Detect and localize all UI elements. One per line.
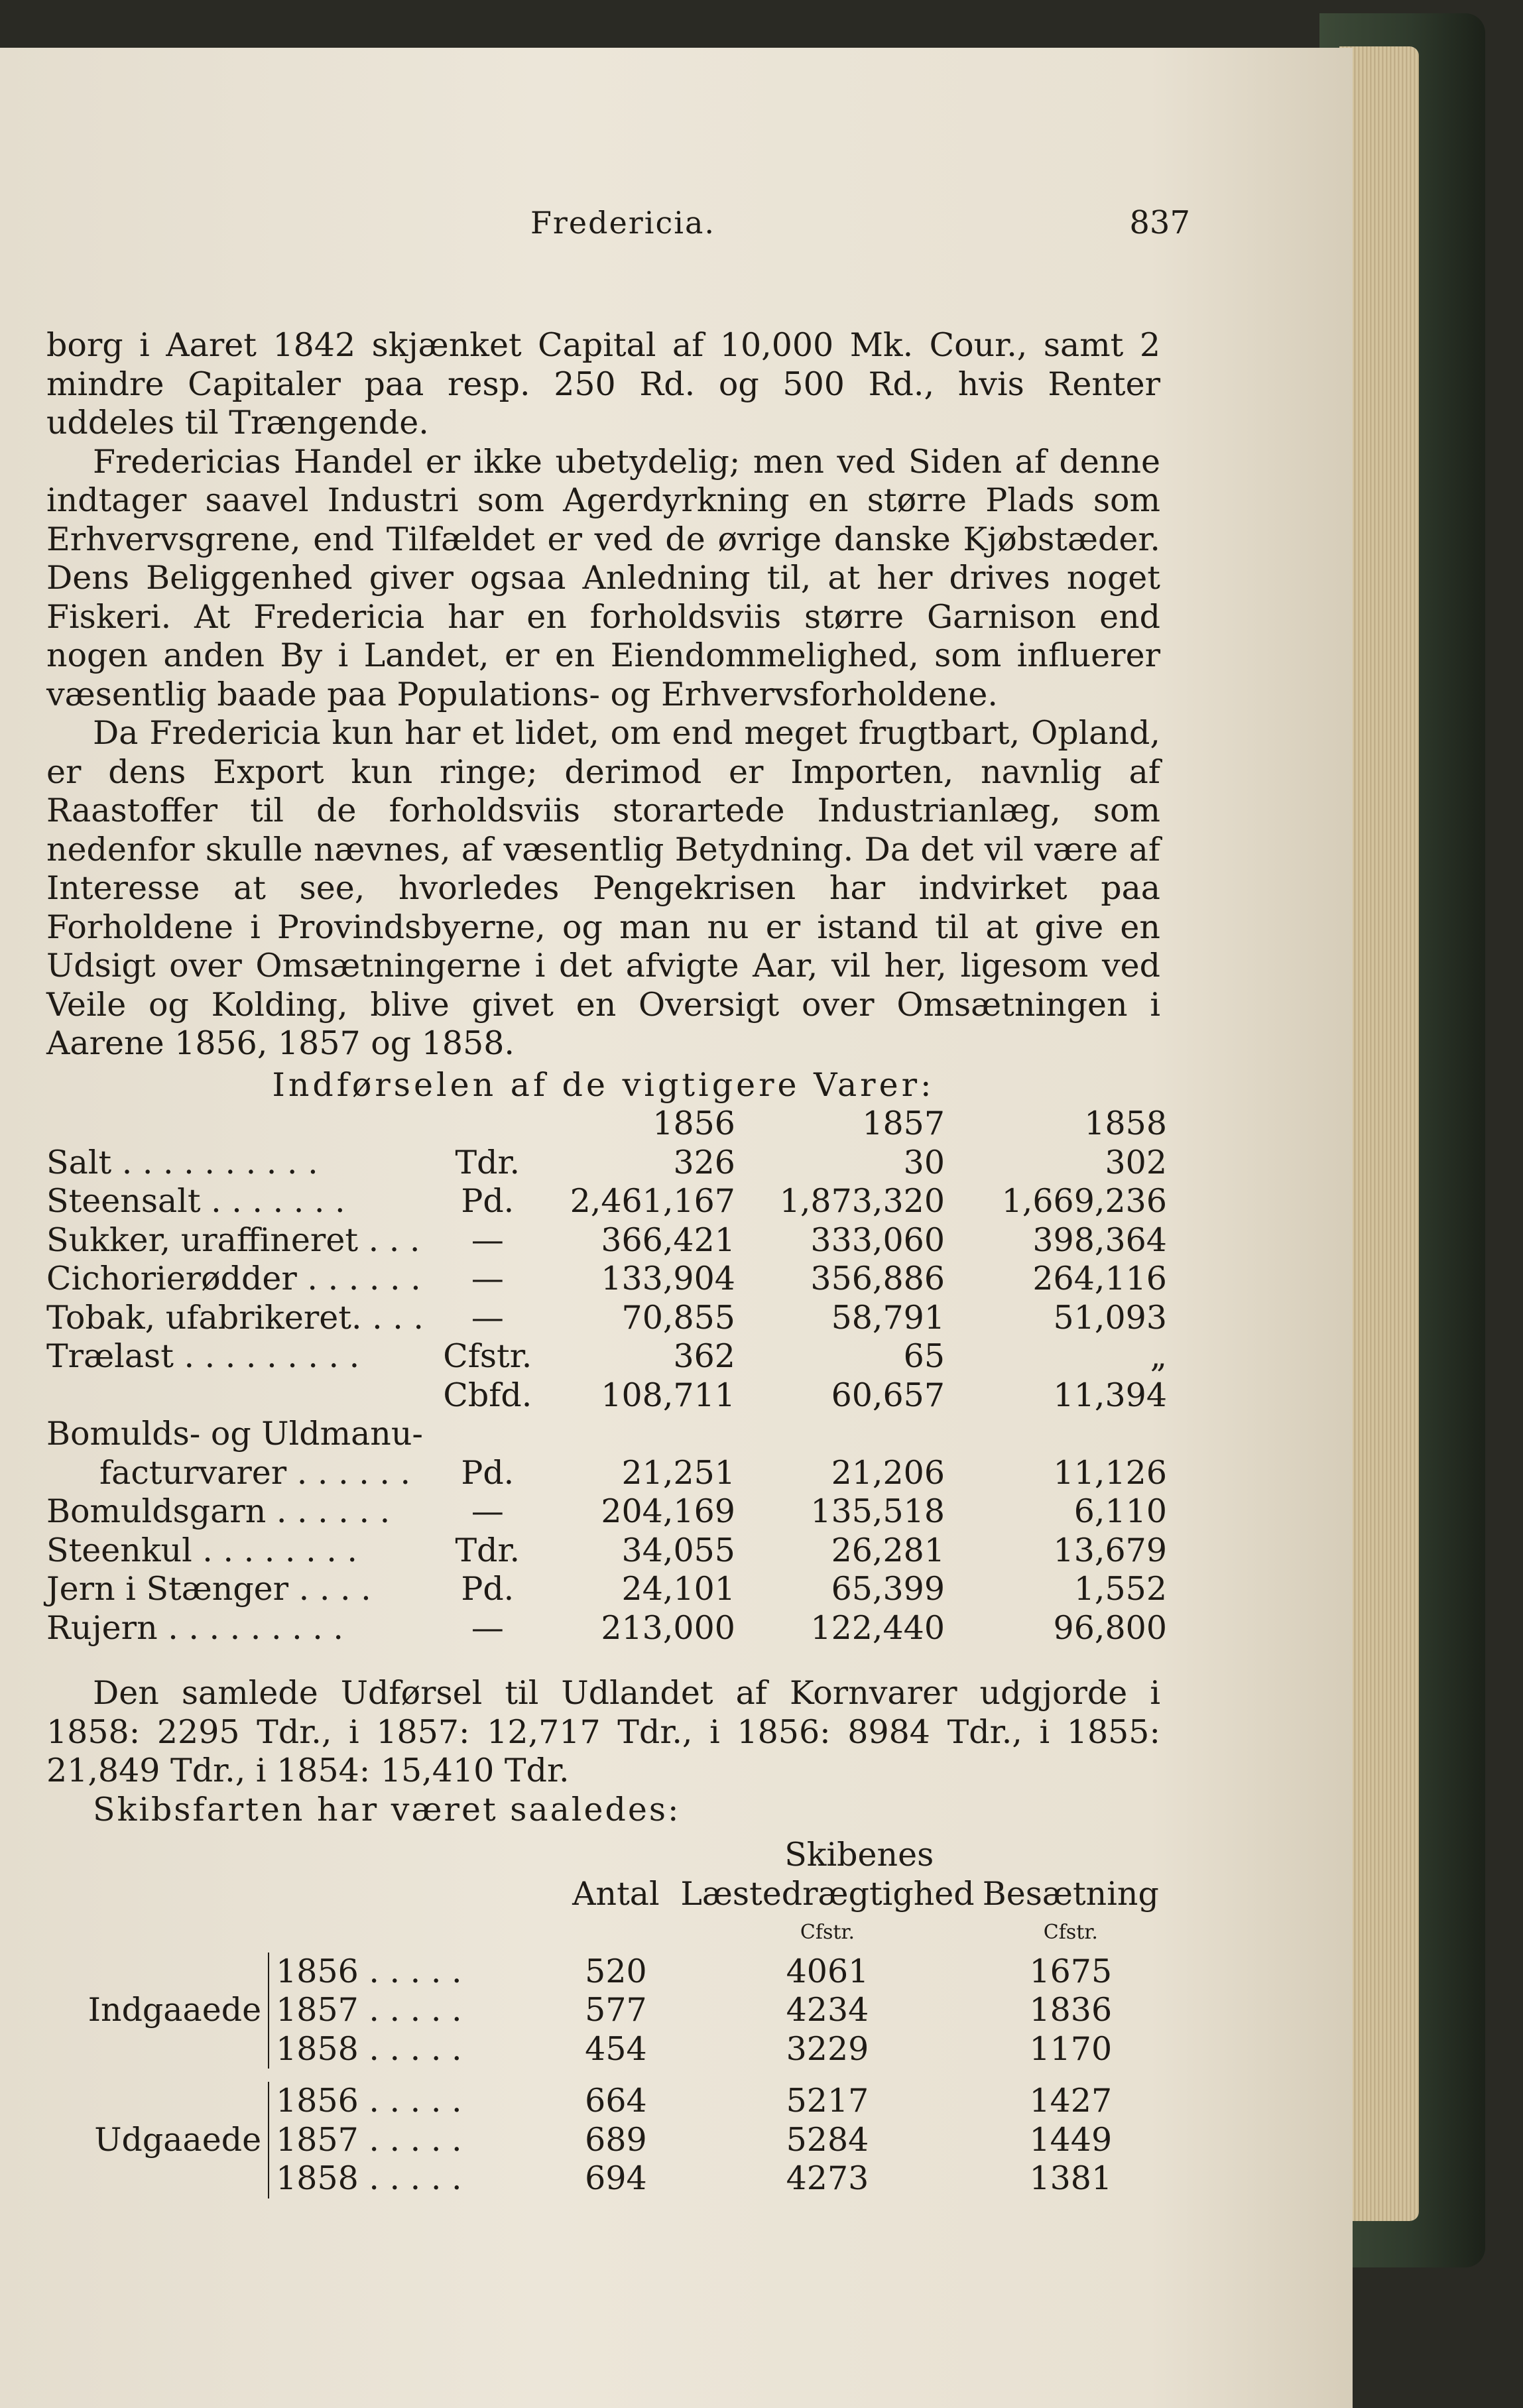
shipping-antal: 577 <box>585 1991 647 2029</box>
import-1856: 70,855 <box>621 1298 735 1337</box>
paragraph-1: borg i Aaret 1842 skjænket Capital af 10,000 Mk. Cour., samt 2 mindre Capitaler paa resp. 250 Rd. og 500 Rd., hvis Renter uddeles til Trængende. <box>46 326 1160 442</box>
import-unit <box>443 1415 532 1454</box>
shipping-group-label: Indgaaede <box>88 1991 262 2029</box>
import-1857: 1,873,320 <box>779 1182 945 1220</box>
shipping-group-header: Skibenes <box>784 1836 934 1874</box>
year-col-1856: 1856 <box>652 1105 735 1142</box>
import-1856 <box>532 1415 735 1454</box>
import-unit: — <box>471 1260 504 1297</box>
import-row <box>46 1260 1167 1299</box>
shipping-besaet: 1427 <box>1029 2082 1113 2120</box>
shipping-year: 1857 . . . . . <box>269 2121 551 2160</box>
import-item: Salt . . . . . . . . . . <box>46 1143 318 1181</box>
import-1857: 135,518 <box>810 1492 945 1530</box>
shipping-spacer <box>46 2069 1167 2082</box>
import-table-body <box>46 1144 1167 1648</box>
import-1856: 108,711 <box>601 1376 735 1414</box>
shipping-row <box>46 2159 1167 2198</box>
import-row <box>46 1415 1167 1454</box>
col-besaetning: Besætning <box>982 1874 1159 1913</box>
shipping-row <box>46 2121 1167 2160</box>
import-unit: — <box>471 1492 504 1530</box>
shipping-row <box>46 2082 1167 2121</box>
import-1858: 13,679 <box>1053 1531 1167 1569</box>
import-item: facturvarer . . . . . . <box>99 1453 411 1492</box>
shipping-row <box>46 1991 1167 2030</box>
import-1856: 362 <box>673 1337 735 1375</box>
page-number: 837 <box>1129 204 1190 241</box>
shipping-group-label <box>46 2159 269 2198</box>
import-1856: 34,055 <box>621 1531 735 1569</box>
import-item: Rujern . . . . . . . . . <box>46 1608 343 1647</box>
import-row <box>46 1144 1167 1183</box>
import-item: Jern i Stænger . . . . <box>46 1570 371 1608</box>
import-row <box>46 1221 1167 1260</box>
shipping-group-label <box>46 2030 269 2069</box>
import-1858: 51,093 <box>1053 1298 1167 1337</box>
import-row <box>46 1376 1167 1415</box>
shipping-laest: 3229 <box>786 2029 869 2068</box>
import-1856: 21,251 <box>621 1453 735 1492</box>
shipping-year: 1857 . . . . . <box>269 1991 551 2030</box>
import-1856: 204,169 <box>601 1492 735 1530</box>
import-1858: 1,552 <box>1073 1570 1167 1608</box>
import-1858 <box>945 1415 1167 1454</box>
import-table <box>46 1105 1167 1648</box>
import-1857: 65,399 <box>831 1570 945 1608</box>
import-unit: Tdr. <box>455 1143 520 1181</box>
import-1858: 96,800 <box>1053 1608 1167 1647</box>
import-unit: — <box>471 1608 504 1647</box>
shipping-besaet: 1381 <box>1029 2159 1113 2197</box>
paragraph-2: Fredericias Handel er ikke ubetydelig; men ved Siden af denne indtager saavel Industri som Agerdyrkning en større Plads som Erhvervsgrene, end Tilfældet er ved de øvrige danske Kjøbstæder. Dens Beliggenhed giver ogsaa Anledning til, at her drives noget Fiskeri. At Fredericia har en forholdsviis større Garnison end nogen anden By i Landet, er en Eiendommelighed, som influerer væsentlig baade paa Populations- og Erhvervsforholdene. <box>46 442 1160 713</box>
import-item: Cichorierødder . . . . . . <box>46 1260 421 1297</box>
export-paragraph: Den samlede Udførsel til Udlandet af Kornvarer udgjorde i 1858: 2295 Tdr., i 1857: 12,717 Tdr., i 1856: 8984 Tdr., i 1855: 21,849 Tdr., i 1854: 15,410 Tdr. <box>46 1674 1160 1789</box>
paragraph-3: Da Fredericia kun har et lidet, om end meget frugtbart, Opland, er dens Export kun ringe; derimod er Importen, navnlig af Raastoffer til de forholdsviis storartede Industrianlæg, som nedenfor skulle nævnes, af væsentlig Betydning. Da det vil være af Interesse at see, hvorledes Pengekrisen har indvirket paa Forholdene i Provindsbyerne, og man nu er istand til at give en Udsigt over Omsætningerne i det afvigte Aar, vil her, ligesom ved Veile og Kolding, blive givet en Oversigt over Omsætningen i Aarene 1856, 1857 og 1858. <box>46 714 1160 1062</box>
import-1857: 65 <box>903 1337 945 1375</box>
import-item: Steensalt . . . . . . . <box>46 1182 345 1220</box>
import-1856: 366,421 <box>601 1221 735 1259</box>
import-1858: „ <box>1150 1337 1167 1375</box>
unit-laest: Cfstr. <box>800 1921 855 1944</box>
shipping-antal: 454 <box>585 2029 647 2068</box>
import-1858: 1,669,236 <box>1001 1182 1167 1220</box>
import-unit: — <box>471 1221 504 1259</box>
import-1857: 122,440 <box>810 1608 945 1647</box>
import-table-caption: Indførselen af de vigtigere Varer: <box>272 1065 935 1104</box>
shipping-year: 1858 . . . . . <box>269 2159 551 2198</box>
import-1856: 133,904 <box>601 1260 735 1297</box>
import-1857: 26,281 <box>831 1531 945 1569</box>
import-1856: 326 <box>673 1143 735 1181</box>
import-row <box>46 1299 1167 1338</box>
book-page <box>0 48 1353 2408</box>
import-1857: 21,206 <box>831 1453 945 1492</box>
import-item: Trælast . . . . . . . . . <box>46 1337 360 1375</box>
shipping-row <box>46 1953 1167 1992</box>
import-row <box>46 1609 1167 1648</box>
import-row <box>46 1454 1167 1493</box>
import-1856: 24,101 <box>621 1570 735 1608</box>
shipping-antal: 694 <box>585 2159 647 2197</box>
import-item: Steenkul . . . . . . . . <box>46 1531 357 1569</box>
shipping-antal: 664 <box>585 2082 647 2120</box>
import-unit: Pd. <box>461 1182 515 1220</box>
shipping-laest: 5284 <box>786 2120 869 2159</box>
shipping-laest: 4061 <box>786 1952 869 1990</box>
import-unit: Cbfd. <box>443 1376 532 1414</box>
year-col-1857: 1857 <box>862 1105 945 1142</box>
import-1856: 2,461,167 <box>570 1182 735 1220</box>
shipping-besaet: 1449 <box>1029 2120 1113 2159</box>
import-unit: Pd. <box>461 1570 515 1608</box>
shipping-laest: 5217 <box>786 2082 869 2120</box>
shipping-besaet: 1170 <box>1029 2029 1113 2068</box>
import-1858: 11,394 <box>1053 1376 1167 1414</box>
import-1857: 333,060 <box>810 1221 945 1259</box>
import-row <box>46 1182 1167 1221</box>
import-1857 <box>735 1415 945 1454</box>
import-1857: 30 <box>903 1143 945 1181</box>
import-1856: 213,000 <box>601 1608 735 1647</box>
shipping-besaet: 1836 <box>1029 1991 1113 2029</box>
import-unit: Tdr. <box>455 1531 520 1569</box>
import-1858: 264,116 <box>1032 1260 1167 1297</box>
shipping-intro: Skibsfarten har været saaledes: <box>93 1790 681 1829</box>
col-laestedraegtighed: Læstedrægtighed <box>680 1874 975 1913</box>
import-1857: 58,791 <box>831 1298 945 1337</box>
import-row <box>46 1532 1167 1571</box>
running-title: Fredericia. <box>530 205 716 241</box>
shipping-group-label: Udgaaede <box>94 2120 262 2159</box>
import-1858: 6,110 <box>1073 1492 1167 1530</box>
shipping-year: 1858 . . . . . <box>269 2030 551 2069</box>
shipping-year: 1856 . . . . . <box>269 2082 551 2121</box>
shipping-table <box>46 1836 1167 2198</box>
shipping-antal: 520 <box>585 1952 647 1990</box>
body-text <box>46 326 1167 2198</box>
shipping-besaet: 1675 <box>1029 1952 1113 1990</box>
import-item <box>46 1376 443 1415</box>
import-1858: 398,364 <box>1032 1221 1167 1259</box>
col-antal: Antal <box>572 1874 660 1913</box>
import-item: Tobak, ufabrikeret. . . . <box>46 1298 424 1337</box>
import-unit: — <box>471 1298 504 1337</box>
import-unit: Cfstr. <box>443 1337 532 1375</box>
import-item: Sukker, uraffineret . . . <box>46 1221 420 1259</box>
shipping-table-body <box>46 1953 1167 2198</box>
import-unit: Pd. <box>461 1453 515 1492</box>
shipping-year: 1856 . . . . . <box>269 1953 551 1992</box>
import-1858: 11,126 <box>1053 1453 1167 1492</box>
import-item: Bomulds- og Uldmanu- <box>46 1415 423 1453</box>
shipping-laest: 4234 <box>786 1991 869 2029</box>
page-header <box>46 204 1190 250</box>
shipping-group-label <box>46 1953 269 1992</box>
import-row <box>46 1570 1167 1609</box>
import-year-header <box>46 1105 1167 1144</box>
import-1857: 356,886 <box>810 1260 945 1297</box>
import-1858: 302 <box>1105 1143 1167 1181</box>
shipping-row <box>46 2030 1167 2069</box>
import-item: Bomuldsgarn . . . . . . <box>46 1492 391 1530</box>
shipping-laest: 4273 <box>786 2159 869 2197</box>
year-col-1858: 1858 <box>1084 1105 1167 1142</box>
shipping-group-label <box>46 2082 269 2121</box>
unit-besaet: Cfstr. <box>1043 1921 1098 1944</box>
import-row <box>46 1337 1167 1376</box>
import-1857: 60,657 <box>831 1376 945 1414</box>
shipping-antal: 689 <box>585 2120 647 2159</box>
import-row <box>46 1492 1167 1532</box>
